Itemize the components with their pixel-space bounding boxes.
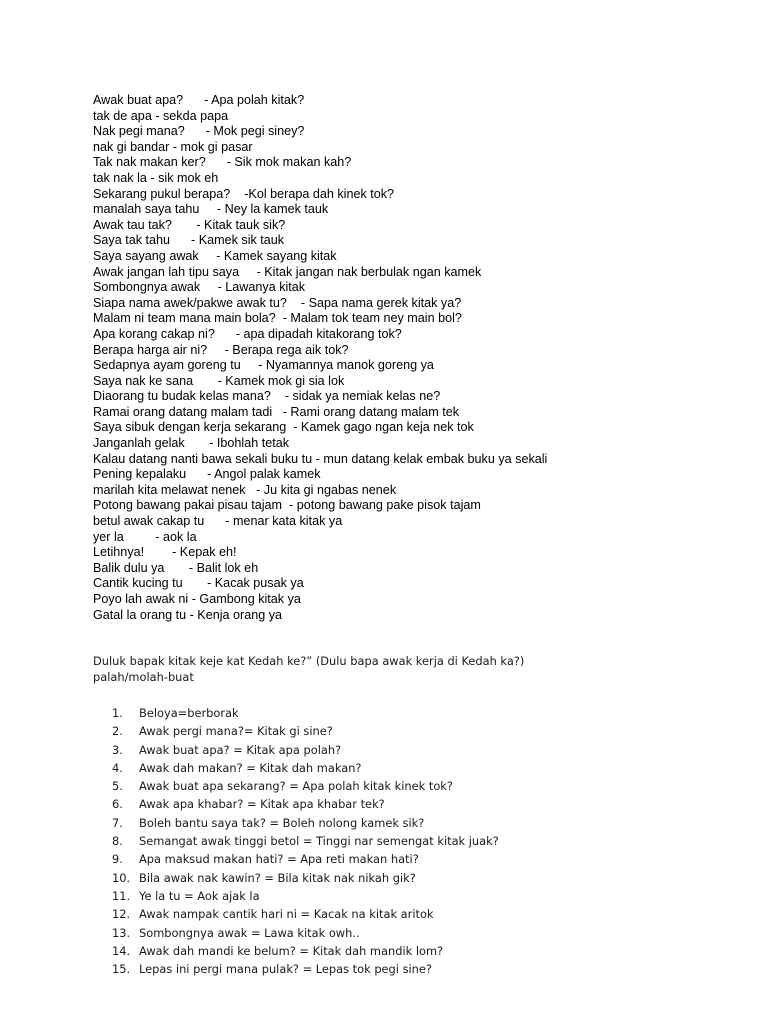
list-item-text: Awak apa khabar? = Kitak apa khabar tek? <box>139 797 385 812</box>
list-item-number: 5. <box>112 779 123 794</box>
phrase-line: Pening kepalaku - Angol palak kamek <box>93 467 321 482</box>
list-item <box>112 741 712 759</box>
list-item <box>112 850 712 868</box>
list-item-text: Beloya=berborak <box>139 706 239 720</box>
phrase-line: Balik dulu ya - Balit lok eh <box>93 560 259 575</box>
list-item-number: 8. <box>112 834 123 849</box>
phrase-line: Janganlah gelak - Ibohlah tetak <box>93 436 290 451</box>
list-item-number: 10. <box>112 870 131 885</box>
phrase-line: Diaorang tu budak kelas mana? - sidak ya nemiak kelas ne? <box>93 389 441 404</box>
list-item <box>112 722 712 740</box>
list-item <box>112 905 712 923</box>
list-item-text: Bila awak nak kawin? = Bila kitak nak nikah gik? <box>139 870 416 885</box>
list-item <box>112 960 712 978</box>
numbered-vocabulary-list <box>112 704 712 978</box>
list-item-number: 2. <box>112 724 123 739</box>
phrase-line: betul awak cakap tu - menar kata kitak ya <box>93 514 343 529</box>
list-item-text: Awak dah makan? = Kitak dah makan? <box>139 760 362 775</box>
list-item-text: Awak nampak cantik hari ni = Kacak na kitak aritok <box>139 907 434 922</box>
phrase-line: tak de apa - sekda papa <box>93 108 229 123</box>
list-item-text: Boleh bantu saya tak? = Boleh nolong kamek sik? <box>139 815 425 830</box>
list-item-number: 12. <box>112 907 131 922</box>
list-item-number: 14. <box>112 943 131 958</box>
list-item-number: 7. <box>112 815 123 830</box>
list-item-text: Sombongnya awak = Lawa kitak owh.. <box>139 925 360 940</box>
list-item <box>112 887 712 905</box>
list-item <box>112 777 712 795</box>
list-item <box>112 832 712 850</box>
list-item <box>112 942 712 960</box>
list-item-number: 15. <box>112 962 131 977</box>
phrase-line: Poyo lah awak ni - Gambong kitak ya <box>93 592 301 606</box>
list-item <box>112 759 712 777</box>
list-item-text: Ye la tu = Aok ajak la <box>139 888 260 903</box>
list-item-text: Lepas ini pergi mana pulak? = Lepas tok pegi sine? <box>139 962 432 977</box>
phrase-line: Awak tau tak? - Kitak tauk sik? <box>93 217 286 232</box>
phrase-line: Awak buat apa? - Apa polah kitak? <box>93 93 305 107</box>
list-item-text: Awak dah mandi ke belum? = Kitak dah mandik lom? <box>139 943 444 958</box>
list-item-number: 3. <box>112 742 123 757</box>
phrase-line: Berapa harga air ni? - Berapa rega aik tok? <box>93 342 349 357</box>
phrase-line: Awak jangan lah tipu saya - Kitak jangan nak berbulak ngan kamek <box>93 264 482 279</box>
list-item-number: 1. <box>112 706 123 720</box>
list-item-number: 6. <box>112 797 123 812</box>
phrase-line: Saya sayang awak - Kamek sayang kitak <box>93 248 337 263</box>
list-item <box>112 814 712 832</box>
phrase-line: Malam ni team mana main bola? - Malam tok team ney main bol? <box>93 311 462 326</box>
list-item-text: Apa maksud makan hati? = Apa reti makan hati? <box>139 852 419 867</box>
phrase-line: Saya sibuk dengan kerja sekarang - Kamek gago ngan keja nek tok <box>93 420 474 435</box>
note-question-line: Duluk bapak kitak keje kat Kedah ke?” (Dulu bapa awak kerja di Kedah ka?) <box>93 654 525 668</box>
list-item <box>112 795 712 813</box>
phrase-line: tak nak la - sik mok eh <box>93 170 219 185</box>
phrase-line: Saya nak ke sana - Kamek mok gi sia lok <box>93 373 345 388</box>
phrase-line: Siapa nama awek/pakwe awak tu? - Sapa nama gerek kitak ya? <box>93 295 462 310</box>
phrase-line: Cantik kucing tu - Kacak pusak ya <box>93 576 304 591</box>
phrase-line: Ramai orang datang malam tadi - Rami orang datang malam tek <box>93 404 460 419</box>
list-item-text: Awak pergi mana?= Kitak gi sine? <box>139 724 333 739</box>
list-item-number: 11. <box>112 888 131 903</box>
list-item <box>112 704 712 722</box>
phrase-line: Gatal la orang tu - Kenja orang ya <box>93 607 283 622</box>
list-item-number: 4. <box>112 760 123 775</box>
list-item-text: Awak buat apa? = Kitak apa polah? <box>139 742 342 757</box>
phrase-translation-list <box>93 93 733 623</box>
phrase-line: Nak pegi mana? - Mok pegi siney? <box>93 124 305 139</box>
phrase-line: Sekarang pukul berapa? -Kol berapa dah kinek tok? <box>93 186 395 201</box>
list-item-number: 9. <box>112 852 123 867</box>
phrase-line: nak gi bandar - mok gi pasar <box>93 139 253 154</box>
phrase-line: manalah saya tahu - Ney la kamek tauk <box>93 202 329 217</box>
list-item-text: Semangat awak tinggi betol = Tinggi nar semengat kitak juak? <box>139 834 499 849</box>
note-definition-line: palah/molah-buat <box>93 670 194 684</box>
phrase-line: Kalau datang nanti bawa sekali buku tu - mun datang kelak embak buku ya sekali <box>93 451 548 466</box>
phrase-line: Tak nak makan ker? - Sik mok makan kah? <box>93 155 352 170</box>
phrase-line: Letihnya! - Kepak eh! <box>93 545 237 560</box>
list-item-text: Awak buat apa sekarang? = Apa polah kitak kinek tok? <box>139 779 453 794</box>
phrase-line: yer la - aok la <box>93 529 197 544</box>
phrase-line: Saya tak tahu - Kamek sik tauk <box>93 233 285 248</box>
phrase-line: Apa korang cakap ni? - apa dipadah kitakorang tok? <box>93 326 402 341</box>
list-item <box>112 924 712 942</box>
note-paragraph <box>93 653 733 685</box>
phrase-line: Sedapnya ayam goreng tu - Nyamannya manok goreng ya <box>93 358 434 373</box>
phrase-line: Sombongnya awak - Lawanya kitak <box>93 280 306 295</box>
phrase-line: Potong bawang pakai pisau tajam - potong bawang pake pisok tajam <box>93 498 481 513</box>
list-item <box>112 869 712 887</box>
list-item-number: 13. <box>112 925 131 940</box>
phrase-line: marilah kita melawat nenek - Ju kita gi ngabas nenek <box>93 482 397 497</box>
